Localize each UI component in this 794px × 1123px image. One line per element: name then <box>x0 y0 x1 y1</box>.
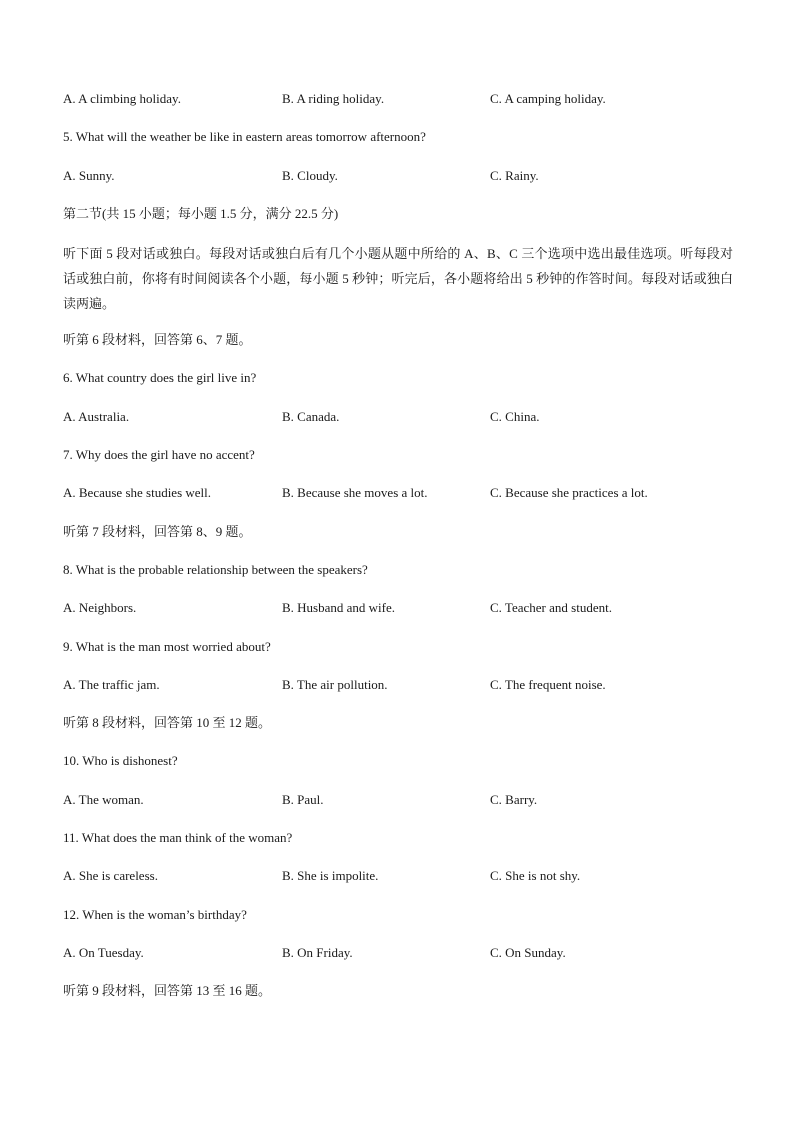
question-7: 7. Why does the girl have no accent? <box>63 447 255 463</box>
material-heading: 听第 9 段材料，回答第 13 至 16 题。 <box>63 983 272 999</box>
question-11: 11. What does the man think of the woman? <box>63 830 293 846</box>
option-a: A. Because she studies well. <box>63 485 212 501</box>
options-row <box>63 482 733 520</box>
option-b: B. Husband and wife. <box>282 600 396 616</box>
option-a: A. The traffic jam. <box>63 676 160 692</box>
option-a: A. Neighbors. <box>63 600 137 616</box>
option-c: C. She is not shy. <box>490 868 581 884</box>
question-9: 9. What is the man most worried about? <box>63 638 271 654</box>
instructions-paragraph: 听下面 5 段对话或独白。每段对话或独白后有几个小题从题中所给的 A、B、C 三个选项中选出最佳选项。听每段对话或独白前，你将有时间阅读各个小题，每小题 5 秒钟；听完后，各小题将给出 5 秒钟的作答时间。每段对话或独白读两遍。 <box>63 246 733 312</box>
document-page <box>63 88 733 1019</box>
question-10: 10. Who is dishonest? <box>63 753 178 769</box>
section-heading: 第二节(共 15 小题；每小题 1.5 分，满分 22.5 分) <box>63 205 339 221</box>
option-a: A. She is careless. <box>63 868 158 884</box>
option-a: A. A climbing holiday. <box>63 91 181 106</box>
option-b: B. Canada. <box>282 408 340 424</box>
option-c: C. On Sunday. <box>490 944 566 960</box>
option-c: C. Rainy. <box>490 167 539 183</box>
option-b: B. Because she moves a lot. <box>282 485 428 501</box>
option-a: A. Australia. <box>63 408 130 424</box>
option-b: B. Paul. <box>282 791 324 807</box>
option-b: B. The air pollution. <box>282 676 388 692</box>
option-a: A. On Tuesday. <box>63 944 144 960</box>
option-c: C. Teacher and student. <box>490 600 612 616</box>
question-6: 6. What country does the girl live in? <box>63 370 257 386</box>
options-row <box>63 88 733 126</box>
question-8: 8. What is the probable relationship between the speakers? <box>63 561 368 577</box>
options-row <box>63 942 733 980</box>
option-c: C. The frequent noise. <box>490 676 606 692</box>
options-row <box>63 789 733 827</box>
options-row <box>63 865 733 903</box>
material-heading: 听第 6 段材料，回答第 6、7 题。 <box>63 332 252 348</box>
options-row <box>63 406 733 444</box>
option-a: A. The woman. <box>63 791 144 807</box>
material-heading: 听第 8 段材料，回答第 10 至 12 题。 <box>63 715 272 731</box>
option-a: A. Sunny. <box>63 167 115 183</box>
option-c: C. Barry. <box>490 791 538 807</box>
question-12: 12. When is the woman’s birthday? <box>63 906 247 922</box>
option-b: B. Cloudy. <box>282 167 338 183</box>
options-row <box>63 597 733 635</box>
option-b: B. A riding holiday. <box>282 91 385 106</box>
options-row <box>63 165 733 203</box>
question-5: 5. What will the weather be like in eastern areas tomorrow afternoon? <box>63 129 426 145</box>
option-b: B. She is impolite. <box>282 868 379 884</box>
option-b: B. On Friday. <box>282 944 353 960</box>
option-c: C. Because she practices a lot. <box>490 485 648 501</box>
options-row <box>63 674 733 712</box>
material-heading: 听第 7 段材料，回答第 8、9 题。 <box>63 523 252 539</box>
option-c: C. A camping holiday. <box>490 91 606 106</box>
option-c: C. China. <box>490 408 540 424</box>
